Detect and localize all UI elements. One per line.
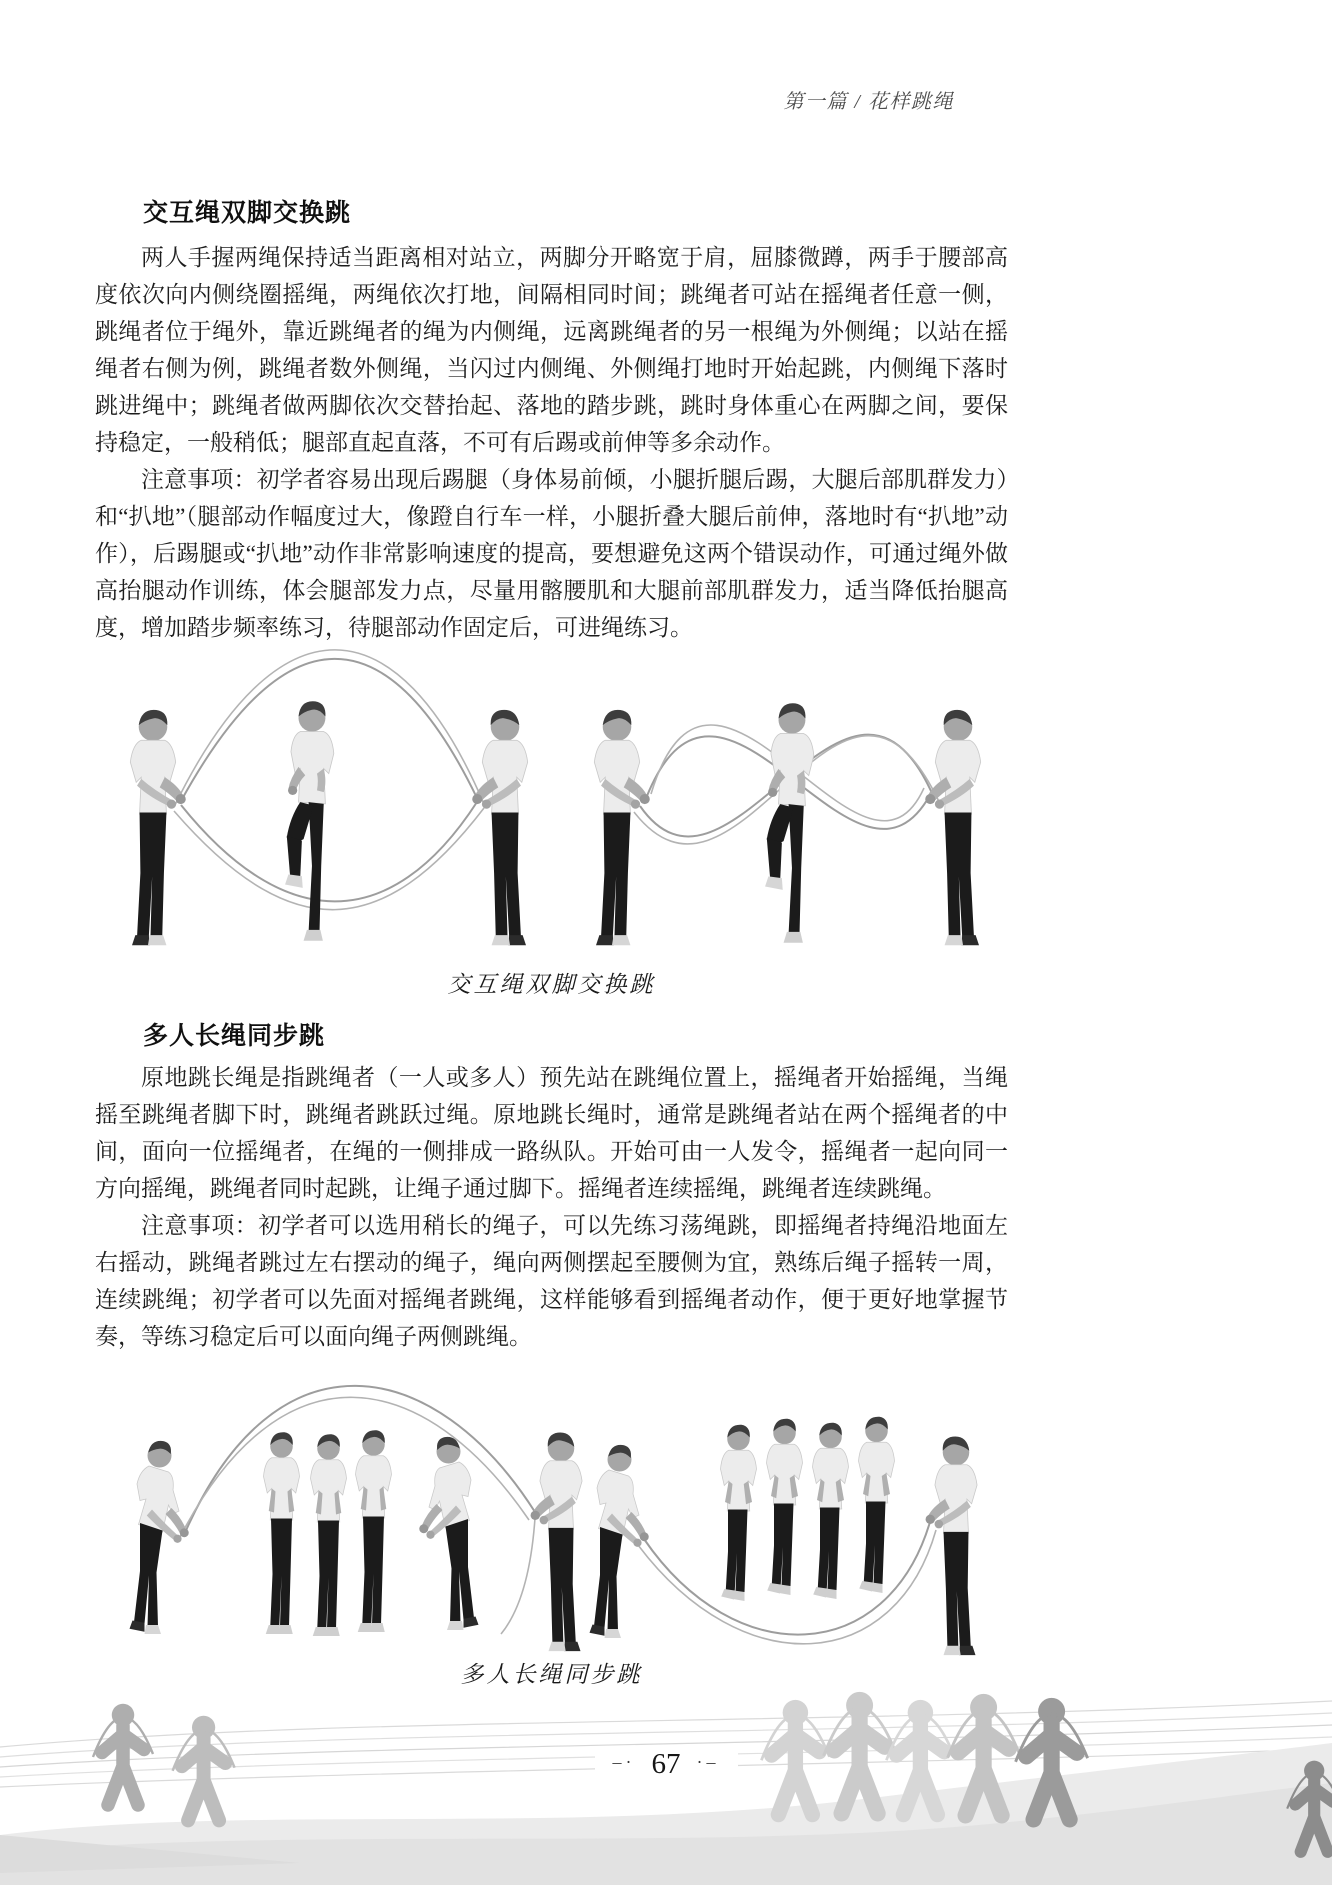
air-jumper-2	[767, 1419, 803, 1595]
jumper-stride-1	[285, 701, 334, 941]
rope-turner-far-right	[926, 1437, 977, 1656]
air-jumper-1	[721, 1425, 757, 1601]
page-number-row	[0, 1748, 1332, 1781]
section-1-text	[95, 239, 1008, 646]
queue-jumper-2	[311, 1434, 347, 1636]
rope-turner-right-2	[925, 710, 980, 945]
figure-long-rope-photo	[95, 1350, 1008, 1660]
page-number-left-ornament: –·	[612, 1752, 636, 1772]
running-header: 第一篇 / 花样跳绳	[783, 91, 954, 113]
rope-turner-bent-2	[590, 1445, 649, 1638]
figure-interactive-rope-photo	[95, 600, 1008, 960]
jumper-stride-2	[765, 703, 814, 943]
rope-turner-left-1	[130, 710, 185, 945]
air-jumper-4	[859, 1417, 895, 1593]
rope-turner-right-1	[472, 710, 527, 945]
figure-caption-long-rope: 多人长绳同步跳	[460, 1662, 643, 1687]
section-heading-interactive-rope: 交互绳双脚交换跳	[143, 199, 352, 227]
page-number: –· 67 ·–	[595, 1748, 738, 1781]
paragraph-notes: 注意事项：初学者容易出现后踢腿（身体易前倾，小腿折腿后踢，大腿后部肌群发力）和“扒地”（腿部动作幅度过大，像蹬自行车一样，小腿折叠大腿后前伸，落地时有“扒地”动作），后踢腿或“扒地”动作非常影响速度的提高，要想避免这两个错误动作，可通过绳外做高抬腿动作训练，体会腿部发力点，尽量用髂腰肌和大腿前部肌群发力，适当降低抬腿高度，增加踏步频率练习，待腿部动作固定后，可进绳练习。	[95, 467, 1008, 640]
air-jumper-3	[813, 1423, 849, 1599]
queue-jumper-4	[419, 1437, 478, 1630]
section-heading-long-rope: 多人长绳同步跳	[143, 1022, 326, 1050]
page-number-right-ornament: ·–	[696, 1752, 720, 1772]
section-2-text	[95, 1059, 1008, 1355]
rope-turner-left-2	[594, 710, 649, 945]
rope-turner-bent-left	[130, 1441, 189, 1634]
queue-jumper-3	[356, 1430, 392, 1632]
paragraph-technique: 两人手握两绳保持适当距离相对站立，两脚分开略宽于肩，屈膝微蹲，两手于腰部高度依次向内侧绕圈摇绳，两绳依次打地，间隔相同时间；跳绳者可站在摇绳者任意一侧，跳绳者位于绳外，靠近跳绳者的绳为内侧绳，远离跳绳者的另一根绳为外侧绳；以站在摇绳者右侧为例，跳绳者数外侧绳，当闪过内侧绳、外侧绳打地时开始起跳，内侧绳下落时跳进绳中；跳绳者做两脚依次交替抬起、落地的踏步跳，跳时身体重心在两脚之间，要保持稳定，一般稍低；腿部直起直落，不可有后踢或前伸等多余动作。	[95, 245, 1008, 455]
figure-caption-interactive-rope: 交互绳双脚交换跳	[447, 972, 656, 997]
footer-decoration	[0, 1685, 1332, 1885]
paragraph-notes: 注意事项：初学者可以选用稍长的绳子，可以先练习荡绳跳，即摇绳者持绳沿地面左右摇动，跳绳者跳过左右摆动的绳子，绳向两侧摆起至腰侧为宜，熟练后绳子摇转一周，连续跳绳；初学者可以先面对摇绳者跳绳，这样能够看到摇绳者动作，便于更好地掌握节奏，等练习稳定后可以面向绳子两侧跳绳。	[95, 1213, 1008, 1349]
queue-jumper-1	[264, 1432, 300, 1634]
rope-holder-right	[531, 1433, 582, 1652]
paragraph-technique: 原地跳长绳是指跳绳者（一人或多人）预先站在跳绳位置上，摇绳者开始摇绳，当绳摇至跳绳者脚下时，跳绳者跳跃过绳。原地跳长绳时，通常是跳绳者站在两个摇绳者的中间，面向一位摇绳者，在绳的一侧排成一路纵队。开始可由一人发令，摇绳者一起向同一方向摇绳，跳绳者同时起跳，让绳子通过脚下。摇绳者连续摇绳，跳绳者连续跳绳。	[95, 1065, 1008, 1201]
